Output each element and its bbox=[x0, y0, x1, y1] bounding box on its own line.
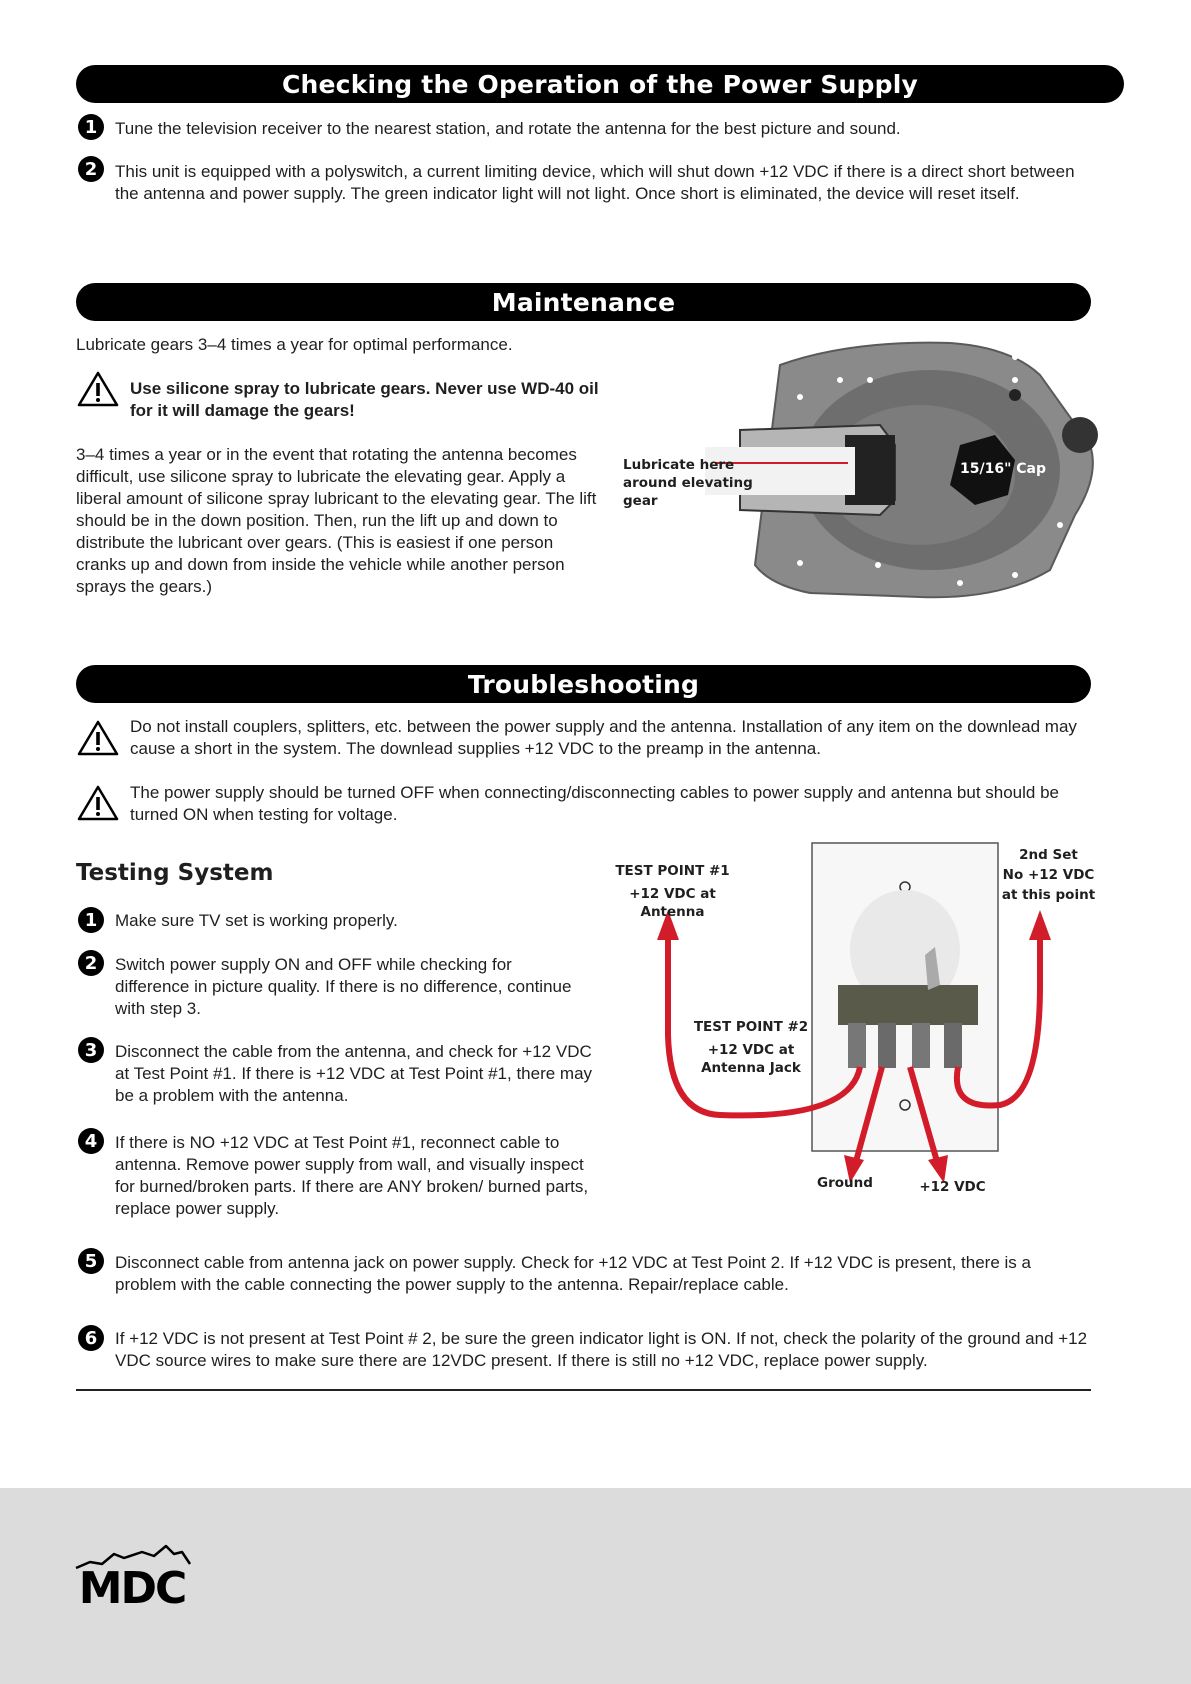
test-step-number-5: 5 bbox=[78, 1248, 104, 1274]
mdc-logo bbox=[62, 1540, 202, 1610]
test-point-2-sub1: +12 VDC at bbox=[707, 1042, 795, 1058]
troubleshooting-title: Troubleshooting bbox=[467, 669, 700, 699]
maintenance-intro: Lubricate gears 3–4 times a year for optimal performance. bbox=[76, 335, 513, 354]
test-point-2-title: TEST POINT #2 bbox=[693, 1019, 809, 1035]
footer-band bbox=[0, 1488, 1191, 1684]
power-supply-banner bbox=[76, 65, 1124, 103]
test-point-1-sub: +12 VDC at Antenna bbox=[629, 886, 716, 920]
maintenance-title: Maintenance bbox=[491, 287, 676, 317]
power-supply-step-2: This unit is equipped with a polyswitch, a current limiting device, which will shut down +12 VDC if there is a direct short between the antenna and power supply. The green indicator light will not light. Once short is eliminated, the device will reset itself. bbox=[115, 162, 1075, 203]
test-step-3: Disconnect the cable from the antenna, and check for +12 VDC at Test Point #1. If there is +12 VDC at Test Point #1, there may be a problem with the antenna. bbox=[115, 1042, 593, 1105]
test-step-number-1: 1 bbox=[78, 907, 104, 933]
troubleshooting-warning-2: The power supply should be turned OFF when connecting/disconnecting cables to power supply and antenna but should be turned ON when testing for voltage. bbox=[130, 783, 1059, 824]
plus12-label: +12 VDC bbox=[919, 1179, 986, 1195]
test-step-4: If there is NO +12 VDC at Test Point #1, reconnect cable to antenna. Remove power supply from wall, and visually inspect for burned/broken parts. If there are ANY broken/ burned parts, replace power supply. bbox=[115, 1133, 589, 1218]
logo-text: MDC bbox=[78, 1563, 186, 1610]
troubleshooting-warning-1: Do not install couplers, splitters, etc. between the power supply and the antenna. Installation of any item on the downlead may cause a short in the system. The downlead supplies +12 VDC to the preamp in the antenna. bbox=[130, 717, 1077, 758]
warning-icon bbox=[76, 370, 120, 408]
testing-system-title: Testing System bbox=[76, 860, 274, 886]
test-point-1-title: TEST POINT #1 bbox=[615, 863, 730, 879]
second-set-line-2: No +12 VDC bbox=[1002, 867, 1095, 883]
step-number-2: 2 bbox=[78, 156, 104, 182]
test-step-2: Switch power supply ON and OFF while checking for difference in picture quality. If there is no difference, continue with step 3. bbox=[115, 955, 572, 1018]
maintenance-warning: Use silicone spray to lubricate gears. Never use WD-40 oil for it will damage the gears! bbox=[130, 379, 599, 420]
troubleshooting-banner bbox=[76, 665, 1091, 703]
section-divider bbox=[76, 1389, 1091, 1391]
warning-icon bbox=[76, 784, 120, 822]
maintenance-body: 3–4 times a year or in the event that rotating the antenna becomes difficult, use silicone spray to lubricate the elevating gear. Apply a liberal amount of silicone spray lubricant to the elevating gear. The lift should be in the down position. Then, run the lift up and down to distribute the lubricant over gears. (This is easiest if one person cranks up and down from inside the vehicle while another person sprays the gears.) bbox=[76, 445, 597, 596]
test-step-number-6: 6 bbox=[78, 1325, 104, 1351]
test-step-number-2: 2 bbox=[78, 950, 104, 976]
cap-label: 15/16" Cap bbox=[960, 461, 1046, 477]
lubricate-label: Lubricate here around elevating gear bbox=[623, 457, 753, 509]
test-step-6: If +12 VDC is not present at Test Point # 2, be sure the green indicator light is ON. If not, check the polarity of the ground and +12 VDC source wires to make sure there are 12VDC present. If there is still no +12 VDC, replace power supply. bbox=[115, 1329, 1088, 1370]
test-step-number-4: 4 bbox=[78, 1128, 104, 1154]
test-step-1: Make sure TV set is working properly. bbox=[115, 911, 398, 930]
second-set-line-1: 2nd Set bbox=[1019, 847, 1078, 863]
ground-label: Ground bbox=[817, 1175, 873, 1191]
maintenance-banner bbox=[76, 283, 1091, 321]
power-supply-title: Checking the Operation of the Power Supply bbox=[281, 69, 919, 99]
power-supply-step-1: Tune the television receiver to the nearest station, and rotate the antenna for the best picture and sound. bbox=[115, 119, 901, 138]
test-step-5: Disconnect cable from antenna jack on power supply. Check for +12 VDC at Test Point 2. If +12 VDC is present, there is a problem with the cable connecting the power supply to the antenna. Repair/replace cable. bbox=[115, 1253, 1031, 1294]
warning-icon bbox=[76, 719, 120, 757]
second-set-line-3: at this point bbox=[1001, 887, 1096, 903]
test-step-number-3: 3 bbox=[78, 1037, 104, 1063]
test-point-2-sub2: Antenna Jack bbox=[701, 1060, 801, 1076]
step-number-1: 1 bbox=[78, 114, 104, 140]
